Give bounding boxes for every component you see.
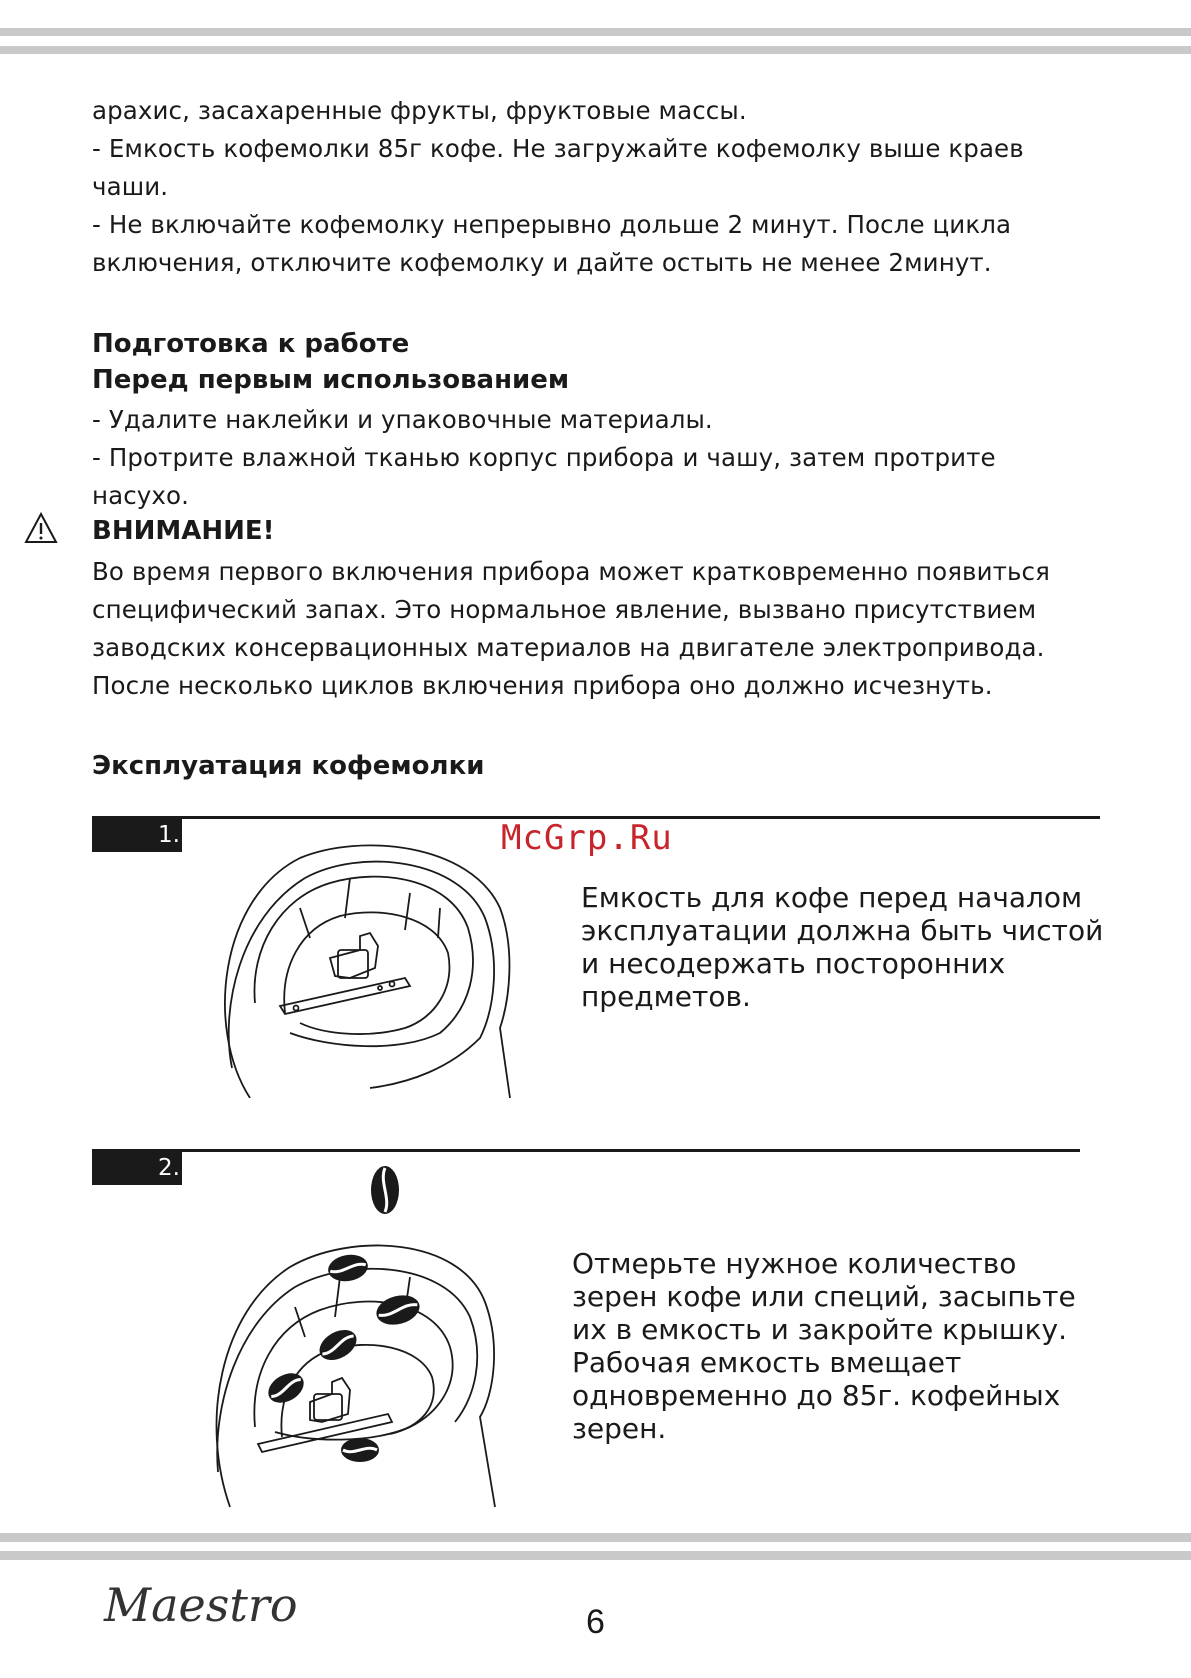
prep-line: - Удалите наклейки и упаковочные материалы. bbox=[92, 405, 713, 434]
step-2-number: 2. bbox=[92, 1150, 182, 1185]
prep-text bbox=[92, 401, 1092, 515]
grinder-beans-illustration bbox=[210, 1162, 540, 1512]
warning-line: Во время первого включения прибора может кратковременно появиться bbox=[92, 557, 1050, 586]
warning-line: специфический запах. Это нормальное явление, вызвано присутствием bbox=[92, 595, 1037, 624]
step-2-line: Отмерьте нужное количество bbox=[572, 1247, 1017, 1280]
step-2-text bbox=[572, 1247, 1076, 1445]
step-1-line: эксплуатации должна быть чистой bbox=[581, 914, 1104, 947]
step-2-line: их в емкость и закройте крышку. bbox=[572, 1313, 1067, 1346]
operation-title: Эксплуатация кофемолки bbox=[92, 751, 485, 781]
prep-line: - Протрите влажной тканью корпус прибора и чашу, затем протрите bbox=[92, 443, 996, 472]
intro-text bbox=[92, 92, 1092, 282]
watermark: McGrp.Ru bbox=[501, 818, 673, 858]
top-band-1 bbox=[0, 28, 1191, 36]
warning-triangle-icon bbox=[24, 512, 58, 544]
intro-line: - Не включайте кофемолку непрерывно дольше 2 минут. После цикла bbox=[92, 210, 1012, 239]
step-1-line: предметов. bbox=[581, 980, 751, 1013]
step-1-number: 1. bbox=[92, 817, 182, 852]
brand-logo: Maestro bbox=[104, 1578, 298, 1632]
prep-title: Подготовка к работе bbox=[92, 329, 410, 359]
intro-line: включения, отключите кофемолку и дайте остыть не менее 2минут. bbox=[92, 248, 992, 277]
step-1-text bbox=[581, 881, 1103, 1013]
step-2-rule bbox=[92, 1149, 1080, 1152]
top-band-2 bbox=[0, 46, 1191, 54]
intro-line: - Емкость кофемолки 85г кофе. Не загружайте кофемолку выше краев bbox=[92, 134, 1024, 163]
intro-line: чаши. bbox=[92, 172, 169, 201]
warning-line: После несколько циклов включения прибора оно должно исчезнуть. bbox=[92, 671, 993, 700]
warning-text bbox=[92, 553, 1092, 705]
intro-line: арахис, засахаренные фрукты, фруктовые массы. bbox=[92, 96, 747, 125]
page-number: 6 bbox=[586, 1603, 605, 1641]
step-2-line: зерен. bbox=[572, 1412, 667, 1445]
warning-line: заводских консервационных материалов на двигателе электропривода. bbox=[92, 633, 1045, 662]
step-2-line: Рабочая емкость вмещает bbox=[572, 1346, 962, 1379]
step-2-line: одновременно до 85г. кофейных bbox=[572, 1379, 1061, 1412]
step-1-line: Емкость для кофе перед началом bbox=[581, 881, 1083, 914]
bottom-band-2 bbox=[0, 1551, 1191, 1560]
bottom-band-1 bbox=[0, 1533, 1191, 1542]
grinder-bowl-illustration bbox=[210, 838, 550, 1098]
step-1-line: и несодержать посторонних bbox=[581, 947, 1006, 980]
prep-line: насухо. bbox=[92, 481, 189, 510]
step-2-line: зерен кофе или специй, засыпьте bbox=[572, 1280, 1076, 1313]
prep-subtitle: Перед первым использованием bbox=[92, 365, 570, 395]
warning-title: ВНИМАНИЕ! bbox=[92, 516, 275, 546]
